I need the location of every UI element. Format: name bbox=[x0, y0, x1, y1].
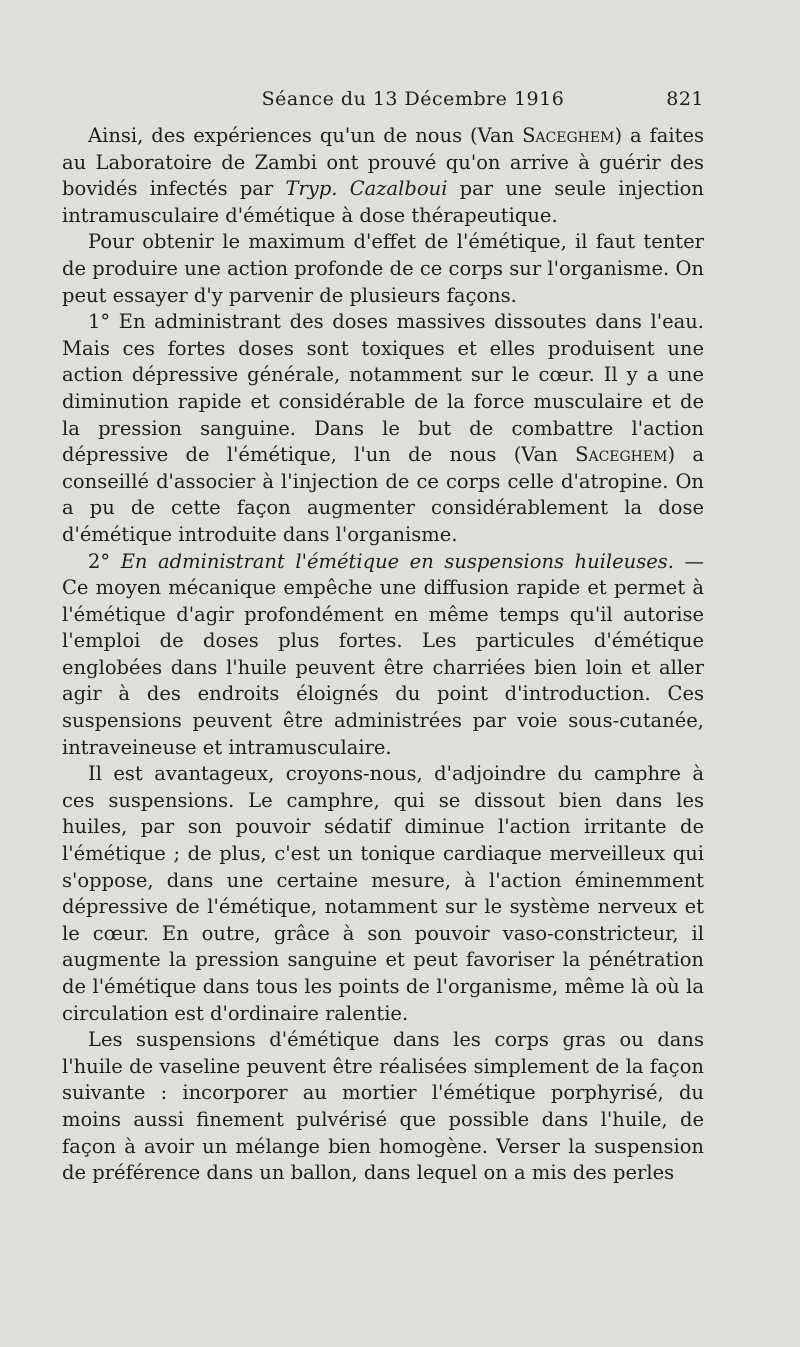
paragraph-4: 2° En administrant l'émétique en suspensions huileuses. — Ce moyen mécanique empêche une diffusion rapide et permet à l'émétique d'agir profondément en même temps qu'il autorise l'emploi de doses plus fortes. Les particules d'émétique englobées dans l'huile peuvent être charriées bien loin et aller agir à des endroits éloignés du point d'introduction. Ces suspensions peuvent être administrées par voie sous-cutanée, intraveineuse et intramusculaire. bbox=[62, 549, 705, 759]
paragraph-2: Pour obtenir le maximum d'effet de l'émétique, il faut tenter de produire une action profonde de ce corps sur l'organisme. On peut essayer d'y parvenir de plusieurs façons. bbox=[62, 230, 704, 307]
page-number: 821 bbox=[666, 88, 704, 110]
author-name: Saceghem bbox=[522, 124, 615, 147]
section-heading-italic: En administrant l'émétique en suspensions huileuses. bbox=[120, 549, 674, 573]
author-name: Saceghem bbox=[575, 443, 668, 467]
body-text bbox=[62, 123, 704, 1187]
paragraph-1: Ainsi, des expériences qu'un de nous (Van Saceghem) a faites au Laboratoire de Zambi ont prouvé qu'on arrive à guérir des bovidés infectés par Tryp. Cazalboui par une seule injection intramusculaire d'émétique à dose thérapeutique. bbox=[62, 124, 705, 227]
species-name: Tryp. Cazalboui bbox=[285, 177, 448, 201]
running-header bbox=[62, 88, 704, 114]
paragraph-5: Il est avantageux, croyons-nous, d'adjoindre du camphre à ces suspensions. Le camphre, qui se dissout bien dans les huiles, par son pouvoir sédatif diminue l'action irritante de l'émétique ; de plus, c'est un tonique cardiaque merveilleux qui s'oppose, dans une certaine mesure, à l'action éminemment dépressive de l'émétique, notamment sur le système nerveux et le cœur. En outre, grâce à son pouvoir vaso-constricteur, il augmente la pression sanguine et peut favoriser la pénétration de l'émétique dans tous les points de l'organisme, même là où la circulation est d'ordinaire ralentie. bbox=[62, 762, 704, 1025]
paragraph-6: Les suspensions d'émétique dans les corps gras ou dans l'huile de vaseline peuvent être réalisées simplement de la façon suivante : incorporer au mortier l'émétique porphyrisé, du moins aussi finement pulvérisé que possible dans l'huile, de façon à avoir un mélange bien homogène. Verser la suspension de préférence dans un ballon, dans lequel on a mis des perles bbox=[62, 1028, 704, 1185]
paragraph-3: 1° En administrant des doses massives dissoutes dans l'eau. Mais ces fortes doses sont toxiques et elles produisent une action dépressive générale, notamment sur le cœur. Il y a une diminution rapide et considérable de la force musculaire et de la pression sanguine. Dans le but de combattre l'action dépressive de l'émétique, l'un de nous (Van Saceghem) a conseillé d'associer à l'injection de ce corps celle d'atropine. On a pu de cette façon augmenter considérablement la dose d'émétique introduite dans l'organisme. bbox=[62, 310, 704, 546]
header-title: Séance du 13 Décembre 1916 bbox=[261, 88, 565, 110]
